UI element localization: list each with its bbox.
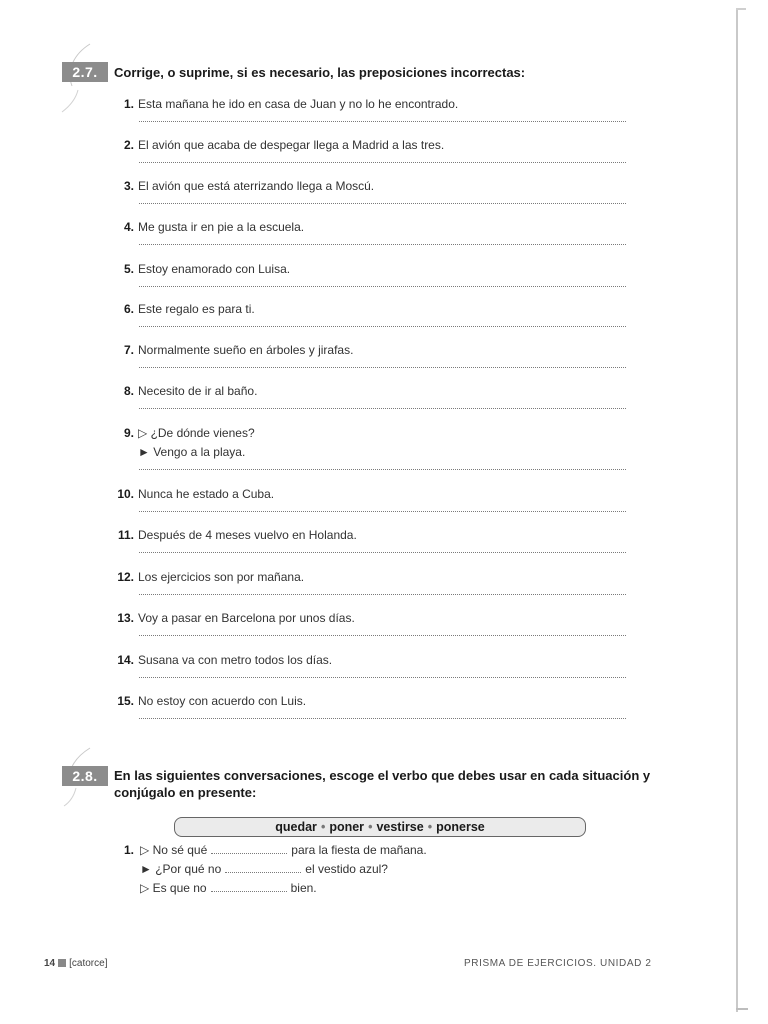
- item-sentence: Este regalo es para ti.: [138, 302, 255, 316]
- fill-in-blank[interactable]: [225, 864, 301, 873]
- item-reply: ► Vengo a la playa.: [138, 445, 246, 459]
- answer-line[interactable]: [139, 286, 626, 287]
- conversation-line: [140, 843, 427, 857]
- page-number: 14: [44, 958, 56, 969]
- answer-line[interactable]: [139, 367, 626, 368]
- item-sentence: El avión que está aterrizando llega a Moscú.: [138, 179, 375, 193]
- item-sentence: Susana va con metro todos los días.: [138, 653, 333, 667]
- item-sentence: Voy a pasar en Barcelona por unos días.: [138, 611, 355, 625]
- exercise-title-2-7: Corrige, o suprime, si es necesario, las preposiciones incorrectas:: [114, 65, 526, 80]
- item-number: 5.: [123, 262, 134, 276]
- page-edge-line: [736, 1008, 748, 1010]
- conversation-number: 1.: [123, 843, 134, 857]
- answer-line[interactable]: [139, 677, 626, 678]
- line-text-before: ▷ Es que no: [140, 881, 207, 895]
- item-sentence: Necesito de ir al baño.: [138, 384, 258, 398]
- item-sentence: ▷ ¿De dónde vienes?: [138, 426, 255, 440]
- item-number: 10.: [117, 487, 134, 501]
- page-edge-line: [736, 8, 738, 1012]
- item-number: 8.: [123, 384, 134, 398]
- bullet-separator: •: [320, 820, 326, 834]
- answer-line[interactable]: [139, 162, 626, 163]
- answer-line[interactable]: [139, 326, 626, 327]
- line-text-after: bien.: [290, 881, 317, 895]
- item-sentence: Los ejercicios son por mañana.: [138, 570, 305, 584]
- item-number: 4.: [123, 220, 134, 234]
- bullet-separator: •: [368, 820, 373, 834]
- line-text-after: para la fiesta de mañana.: [291, 843, 427, 857]
- answer-line[interactable]: [139, 469, 626, 470]
- square-marker-icon: [58, 959, 66, 967]
- item-sentence: No estoy con acuerdo con Luis.: [138, 694, 307, 708]
- answer-line[interactable]: [139, 635, 626, 636]
- page-footer-left: [44, 958, 107, 969]
- verb-options-box: [174, 817, 586, 837]
- item-number: 1.: [123, 97, 134, 111]
- bullet-separator: •: [427, 820, 433, 834]
- answer-line[interactable]: [139, 511, 626, 512]
- line-text-before: ▷ No sé qué: [140, 843, 208, 857]
- answer-line[interactable]: [139, 718, 626, 719]
- item-number: 13.: [117, 611, 134, 625]
- verb-option: quedar: [275, 820, 317, 834]
- answer-line[interactable]: [139, 203, 626, 204]
- item-number: 3.: [123, 179, 134, 193]
- conversation-line: [140, 881, 317, 895]
- page-edge-line: [736, 8, 746, 10]
- item-number: 2.: [123, 138, 134, 152]
- item-number: 7.: [123, 343, 134, 357]
- answer-line[interactable]: [139, 552, 626, 553]
- item-number: 15.: [117, 694, 134, 708]
- answer-line[interactable]: [139, 244, 626, 245]
- verb-option: poner: [329, 820, 365, 834]
- item-sentence: Esta mañana he ido en casa de Juan y no lo he encontrado.: [138, 97, 459, 111]
- exercise-badge-2-8: 2.8.: [62, 766, 108, 786]
- item-number: 9.: [123, 426, 134, 440]
- item-sentence: El avión que acaba de despegar llega a Madrid a las tres.: [138, 138, 445, 152]
- answer-line[interactable]: [139, 121, 626, 122]
- verb-option: ponerse: [436, 820, 485, 834]
- item-number: 11.: [117, 528, 134, 542]
- book-title-footer: PRISMA DE EJERCICIOS. UNIDAD 2: [464, 958, 652, 969]
- item-number: 14.: [117, 653, 134, 667]
- line-text-before: ► ¿Por qué no: [140, 862, 222, 876]
- item-sentence: Normalmente sueño en árboles y jirafas.: [138, 343, 354, 357]
- item-sentence: Nunca he estado a Cuba.: [138, 487, 275, 501]
- fill-in-blank[interactable]: [211, 845, 287, 854]
- conversation-line: [140, 862, 388, 876]
- item-number: 12.: [117, 570, 134, 584]
- exercise-title-2-8: En las siguientes conversaciones, escoge el verbo que debes usar en cada situación y conjúgalo en presente:: [114, 768, 651, 800]
- item-sentence: Después de 4 meses vuelvo en Holanda.: [138, 528, 357, 542]
- exercise-badge-2-7: 2.7.: [62, 62, 108, 82]
- page-number-word: [catorce]: [69, 958, 108, 969]
- line-text-after: el vestido azul?: [305, 862, 388, 876]
- fill-in-blank[interactable]: [211, 883, 287, 892]
- answer-line[interactable]: [139, 594, 626, 595]
- item-sentence: Estoy enamorado con Luisa.: [138, 262, 291, 276]
- item-number: 6.: [123, 302, 134, 316]
- answer-line[interactable]: [139, 408, 626, 409]
- verb-option: vestirse: [376, 820, 424, 834]
- item-sentence: Me gusta ir en pie a la escuela.: [138, 220, 305, 234]
